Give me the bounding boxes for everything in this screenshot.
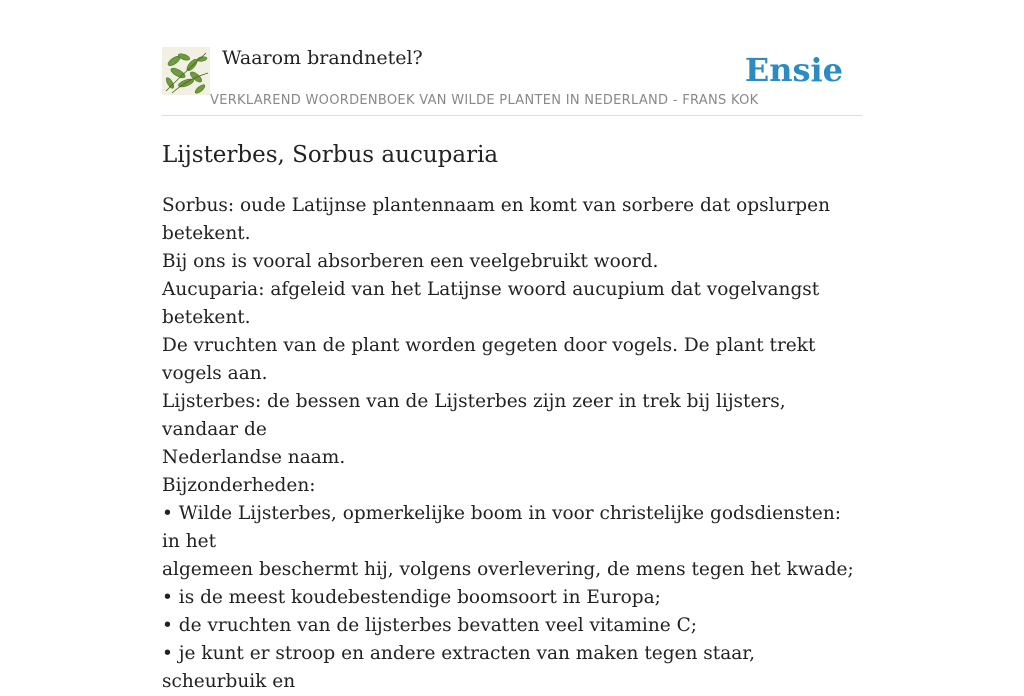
entry-content <box>162 192 862 696</box>
header <box>162 0 862 116</box>
content-line: Bijzonderheden: <box>162 475 316 496</box>
content-line: • de vruchten van de lijsterbes bevatten veel vitamine C; <box>162 615 697 636</box>
avatar-illustration <box>162 47 210 95</box>
content-line: Sorbus: oude Latijnse plantennaam en komt van sorbere dat opslurpen betekent. <box>162 195 830 244</box>
entry-title: Lijsterbes, Sorbus aucuparia <box>162 142 499 168</box>
content-line: algemeen beschermt hij, volgens overlevering, de mens tegen het kwade; <box>162 559 854 580</box>
content-line: Lijsterbes: de bessen van de Lijsterbes zijn zeer in trek bij lijsters, vandaar de <box>162 391 786 440</box>
content-line: • Wilde Lijsterbes, opmerkelijke boom in voor christelijke godsdiensten: in het <box>162 503 841 552</box>
content-line: • is de meest koudebestendige boomsoort in Europa; <box>162 587 661 608</box>
plant-leaves-icon[interactable] <box>162 47 210 95</box>
content-line: • je kunt er stroop en andere extracten van maken tegen staar, scheurbuik en <box>162 643 755 692</box>
source-subtitle[interactable]: VERKLAREND WOORDENBOEK VAN WILDE PLANTEN IN NEDERLAND - FRANS KOK <box>210 93 759 108</box>
brand-logo[interactable]: Ensie <box>744 51 843 89</box>
content-line: De vruchten van de plant worden gegeten door vogels. De plant trekt vogels aan. <box>162 335 816 384</box>
page <box>162 0 862 692</box>
content-line: Nederlandse naam. <box>162 447 346 468</box>
content-line: Bij ons is vooral absorberen een veelgebruikt woord. <box>162 251 659 272</box>
document-title[interactable]: Waarom brandnetel? <box>222 47 423 69</box>
content-line: Aucuparia: afgeleid van het Latijnse woord aucupium dat vogelvangst betekent. <box>162 279 820 328</box>
